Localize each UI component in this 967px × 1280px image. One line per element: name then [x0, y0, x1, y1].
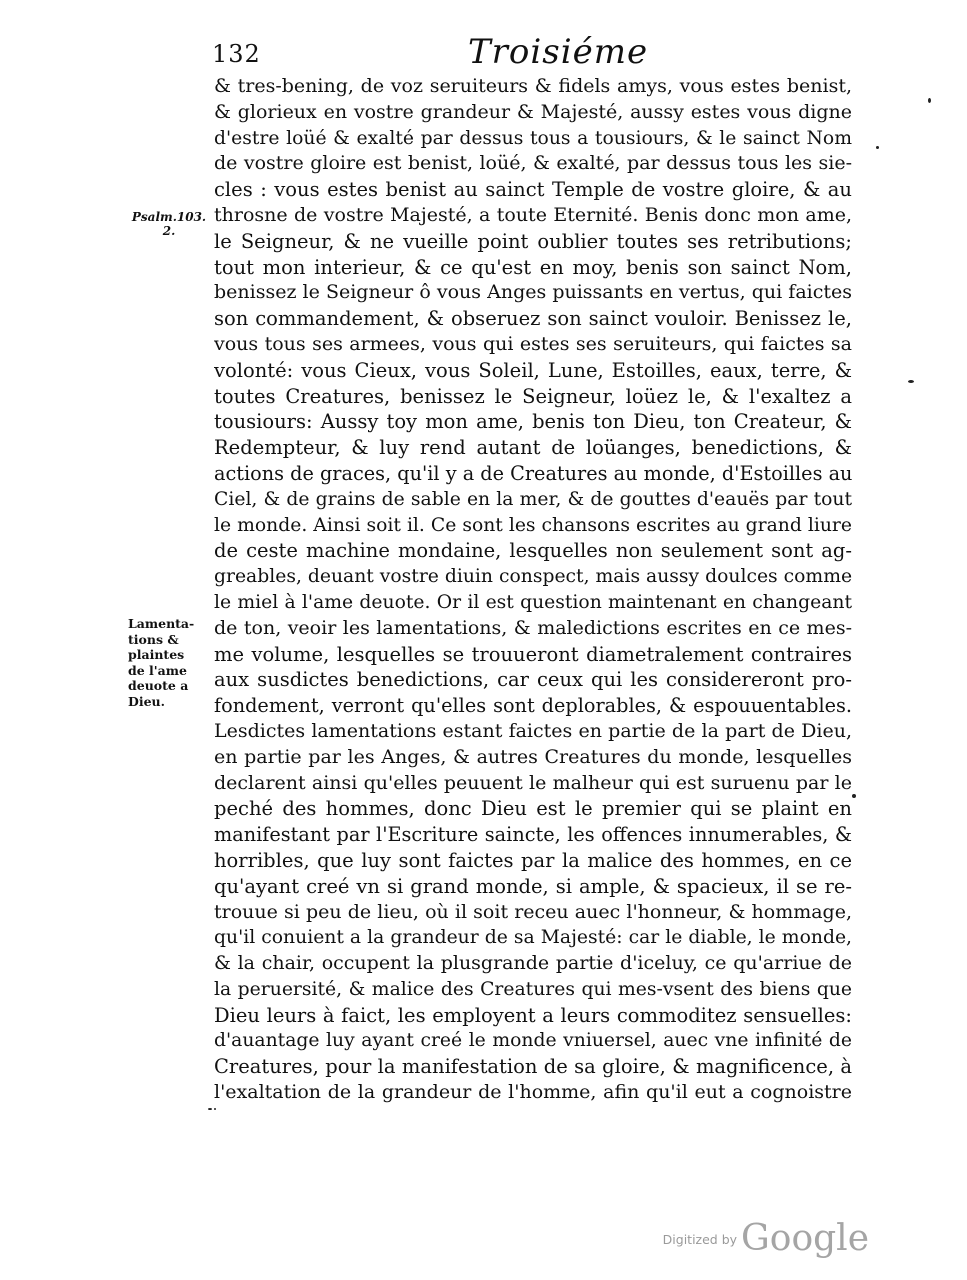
text-line: Redempteur, & luy rend autant de loüanges, benedictions, &: [214, 436, 852, 460]
text-line: tout mon interieur, & ce qu'est en moy, benis son sainct Nom,: [214, 255, 852, 279]
margin-note-line: plaintes: [128, 647, 185, 662]
scan-speck: [214, 1108, 216, 1110]
text-line: le monde. Ainsi soit il. Ce sont les chansons escrites au grand liure: [214, 514, 852, 536]
text-line: toutes Creatures, benissez le Seigneur, loüez le, & l'exaltez a: [214, 384, 852, 408]
watermark-prefix: Digitized by: [662, 1232, 738, 1247]
margin-note-line: 2.: [162, 224, 176, 238]
text-line: Dieu leurs à faict, les employent a leurs commoditez sensuelles:: [214, 1003, 852, 1027]
text-line: greables, deuant vostre diuin conspect, mais aussy doulces comme: [214, 566, 852, 588]
text-line: & la chair, occupent la plusgrande partie d'iceluy, ce qu'arriue de: [214, 952, 852, 975]
margin-note-lamentations: [128, 616, 200, 709]
text-line: peché des hommes, donc Dieu est le premier qui se plaint en: [214, 797, 852, 821]
body-text: [214, 74, 852, 1106]
margin-note-line: Psalm.103.: [131, 210, 207, 224]
text-line: la peruersité, & malice des Creatures qui mes-vsent des biens que: [214, 978, 852, 1000]
text-line: declarent ainsi qu'elles peuuent le malheur qui est suruenu par le: [214, 771, 852, 794]
margin-note-line: tions &: [128, 631, 179, 647]
text-line: me volume, lesquelles se trouueront diametralement contraires: [214, 642, 852, 666]
text-line: de ceste machine mondaine, lesquelles non seulement sont ag-: [214, 539, 852, 563]
text-line: benissez le Seigneur ô vous Anges puissants en vertus, qui faictes: [214, 281, 852, 304]
text-line: son commandement, & obseruez son sainct vouloir. Benissez le,: [214, 307, 852, 331]
margin-note-psalm: [128, 210, 210, 238]
scan-speck: [208, 1108, 212, 1110]
text-line: l'exaltation de la grandeur de l'homme, afin qu'il eut a cognoistre: [214, 1081, 852, 1104]
scan-speck: [928, 98, 931, 103]
text-line: cles : vous estes benist au sainct Temple de vostre gloire, & au: [214, 178, 852, 202]
text-line: aux susdictes benedictions, car ceux qui les considereront pro-: [214, 668, 852, 692]
text-line: & tres-bening, de voz seruiteurs & fidels amys, vous estes benist,: [214, 75, 852, 97]
scan-speck: [876, 146, 879, 149]
text-line: horribles, que luy sont faictes par la malice des hommes, en ce: [214, 848, 852, 872]
text-line: d'estre loüé & exalté par dessus tous a tousiours, & le sainct Nom: [214, 127, 852, 149]
margin-note-line: Dieu.: [128, 693, 165, 709]
text-line: Lesdictes lamentations estant faictes en partie de la part de Dieu,: [214, 719, 852, 742]
text-line: d'auantage luy ayant creé le monde vniuersel, auec vne infinité de: [214, 1030, 852, 1052]
text-line: Ciel, & de grains de sable en la mer, & de gouttes d'eauës par tout: [214, 488, 852, 510]
margin-note-line: Lamenta-: [128, 616, 195, 631]
text-line: volonté: vous Cieux, vous Soleil, Lune, Estoilles, eaux, terre, &: [214, 358, 852, 382]
text-line: de ton, veoir les lamentations, & maledictions escrites en ce mes-: [214, 616, 852, 639]
digitized-by-google-watermark: [663, 1218, 869, 1259]
text-line: en partie par les Anges, & autres Creatures du monde, lesquelles: [214, 745, 852, 768]
text-line: actions de graces, qu'il y a de Creatures au monde, d'Estoilles au: [214, 461, 852, 485]
text-line: qu'il conuient a la grandeur de sa Majesté: car le diable, le monde,: [214, 927, 852, 949]
running-title: Troisiéme: [468, 32, 649, 72]
google-logo: Google: [741, 1218, 869, 1259]
text-line: qu'ayant creé vn si grand monde, si ample, & spacieux, il se re-: [214, 874, 852, 898]
text-line: & glorieux en vostre grandeur & Majesté, aussy estes vous digne: [214, 100, 852, 123]
scan-speck: [908, 380, 914, 383]
text-line: vous tous ses armees, vous qui estes ses seruiteurs, qui faictes sa: [214, 332, 852, 355]
text-line: fondement, verront qu'elles sont deplorables, & espouuentables.: [214, 694, 852, 718]
text-line: manifestant par l'Escriture saincte, les offences innumerables, &: [214, 823, 852, 847]
page-number: 132: [212, 40, 261, 68]
text-line: throsne de vostre Majesté, a toute Eternité. Benis donc mon ame,: [214, 203, 852, 226]
text-line: Creatures, pour la manifestation de sa gloire, & magnificence, à: [214, 1055, 852, 1079]
text-line: de vostre gloire est benist, loüé, & exalté, par dessus tous les sie-: [214, 152, 852, 175]
scan-speck: [852, 794, 856, 798]
text-line: le miel à l'ame deuote. Or il est question maintenant en changeant: [214, 591, 852, 613]
text-line: le Seigneur, & ne vueille point oublier toutes ses retributions;: [214, 229, 852, 253]
text-line: trouue si peu de lieu, où il soit receu auec l'honneur, & hommage,: [214, 900, 852, 923]
margin-note-line: de l'ame: [128, 662, 187, 678]
text-line: tousiours: Aussy toy mon ame, benis ton Dieu, ton Createur, &: [214, 410, 852, 434]
margin-note-line: deuote a: [128, 678, 189, 693]
